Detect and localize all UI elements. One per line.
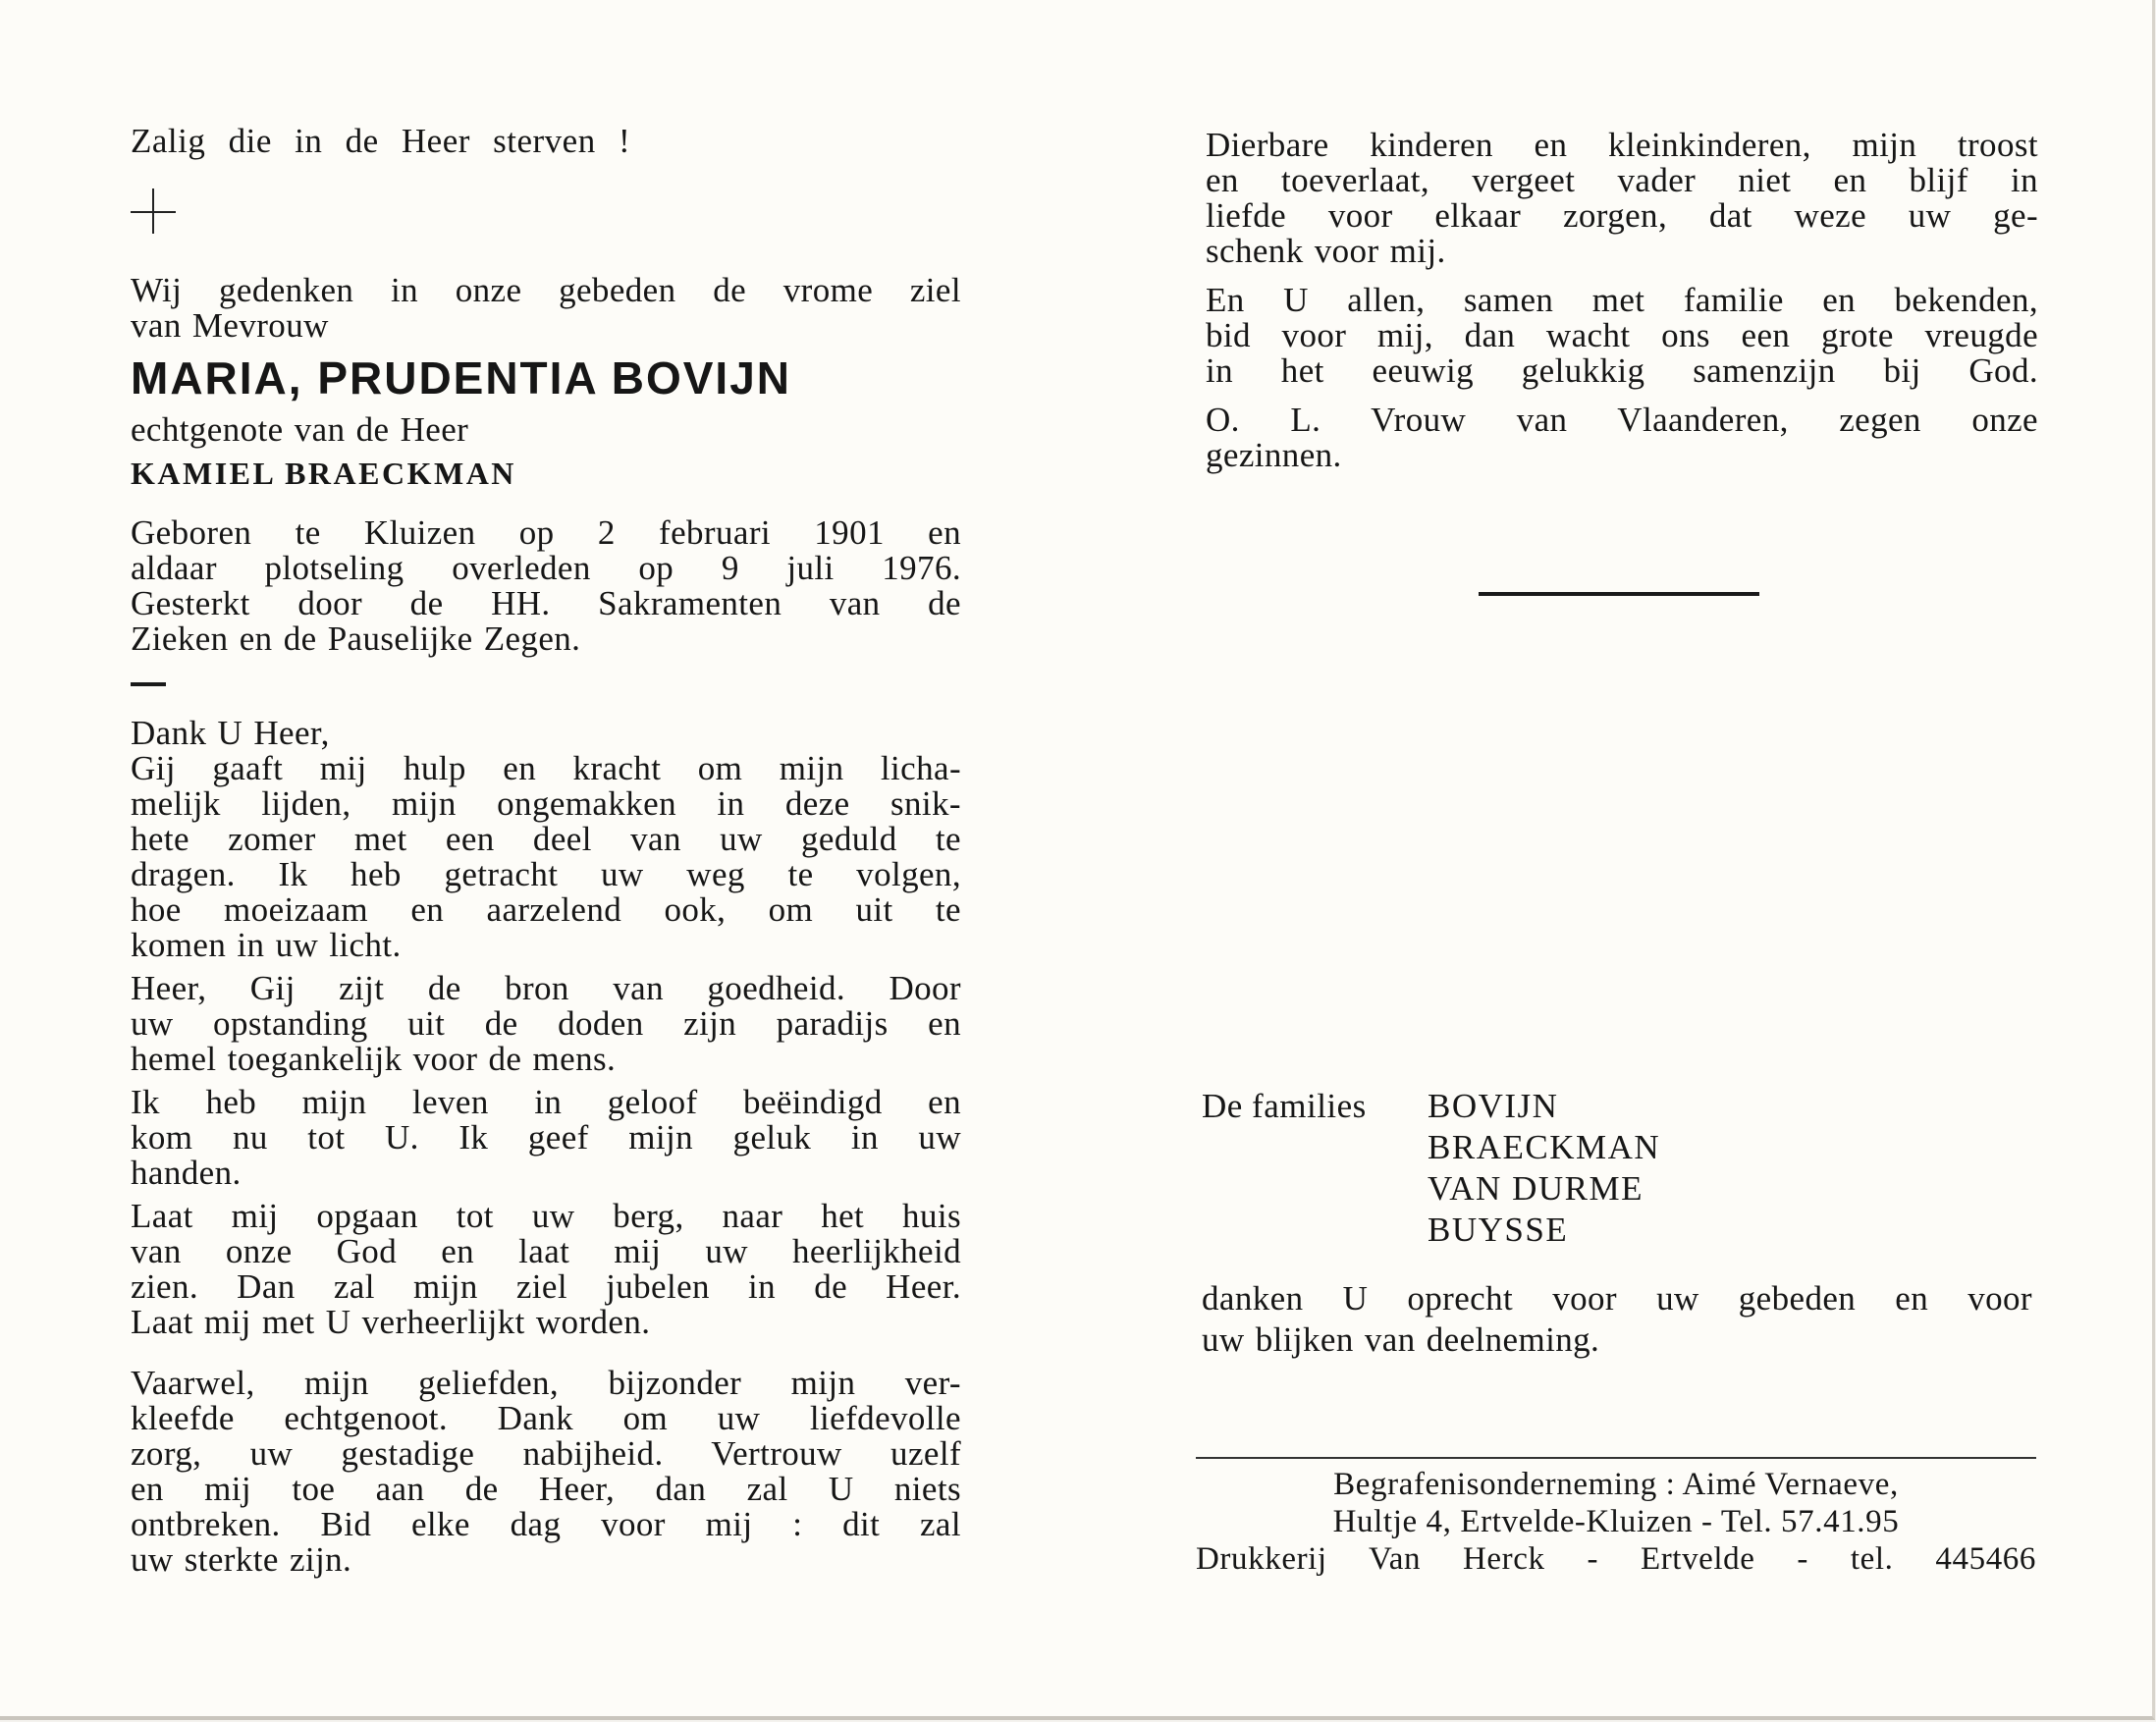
left-column bbox=[131, 122, 961, 1586]
thanks-paragraph bbox=[1202, 1278, 2032, 1361]
cross-icon bbox=[131, 188, 176, 234]
text-line: en toeverlaat, vergeet vader niet en blijf in bbox=[1206, 161, 2038, 199]
text-line: hoe moeizaam en aarzelend ook, om uit te bbox=[131, 890, 961, 929]
text-line: O. L. Vrouw van Vlaanderen, zegen onze bbox=[1206, 401, 2038, 439]
family-name: VAN DURME bbox=[1428, 1169, 1644, 1208]
undertaker-line: Begrafenisonderneming : Aimé Vernaeve, bbox=[1333, 1467, 1899, 1502]
text-line: Ik heb mijn leven in geloof beëindigd en bbox=[131, 1083, 961, 1121]
right-column bbox=[1206, 128, 2038, 481]
family-name: BUYSSE bbox=[1428, 1211, 1569, 1249]
text-line: Dierbare kinderen en kleinkinderen, mijn troost bbox=[1206, 126, 2038, 164]
prayer-paragraph bbox=[131, 716, 961, 963]
text-line: van onze God en laat mij uw heerlijkheid bbox=[131, 1232, 961, 1270]
text-line: uw opstanding uit de doden zijn paradijs en bbox=[131, 1004, 961, 1043]
text-line: bid voor mij, dan wacht ons een grote vreugde bbox=[1206, 316, 2038, 354]
text-line: schenk voor mij. bbox=[1206, 232, 1446, 270]
farewell-paragraph bbox=[131, 1366, 961, 1578]
intro-line: Wij gedenken in onze gebeden de vrome ziel bbox=[131, 271, 961, 309]
text-line: aldaar plotseling overleden op 9 juli 1976. bbox=[131, 549, 961, 587]
all-paragraph bbox=[1206, 283, 2038, 389]
footer bbox=[1196, 1466, 2036, 1578]
text-line: uw sterkte zijn. bbox=[131, 1540, 352, 1579]
text-line: Geboren te Kluizen op 2 februari 1901 en bbox=[131, 513, 961, 552]
text-line: hete zomer met een deel van uw geduld te bbox=[131, 820, 961, 858]
divider bbox=[131, 682, 166, 686]
spouse-name: KAMIEL BRAECKMAN bbox=[131, 456, 516, 491]
text-line: komen in uw licht. bbox=[131, 926, 402, 964]
family-name: BRAECKMAN bbox=[1428, 1128, 1661, 1166]
divider bbox=[1479, 592, 1759, 596]
text-line: Vaarwel, mijn geliefden, bijzonder mijn ver- bbox=[131, 1364, 961, 1402]
intro-line: van Mevrouw bbox=[131, 306, 329, 345]
text-line: danken U oprecht voor uw gebeden en voor bbox=[1202, 1279, 2032, 1318]
text-line: hemel toegankelijk voor de mens. bbox=[131, 1040, 617, 1078]
spouse-intro: echtgenote van de Heer bbox=[131, 410, 469, 449]
blessing-paragraph bbox=[1206, 403, 2038, 473]
text-line: Dank U Heer, bbox=[131, 714, 330, 752]
deceased-name: MARIA, PRUDENTIA BOVIJN bbox=[131, 352, 791, 404]
text-line: dragen. Ik heb getracht uw weg te volgen, bbox=[131, 855, 961, 893]
undertaker-address: Hultje 4, Ertvelde-Kluizen - Tel. 57.41.95 bbox=[1332, 1504, 1900, 1539]
text-line: zorg, uw gestadige nabijheid. Vertrouw uzelf bbox=[131, 1434, 961, 1473]
children-paragraph bbox=[1206, 128, 2038, 269]
text-line: En U allen, samen met familie en bekenden, bbox=[1206, 281, 2038, 319]
text-line: ontbreken. Bid elke dag voor mij : dit zal bbox=[131, 1505, 961, 1543]
text-line: Gesterkt door de HH. Sakramenten van de bbox=[131, 584, 961, 622]
families-label: De families bbox=[1202, 1087, 1367, 1125]
text-line: Heer, Gij zijt de bron van goedheid. Door bbox=[131, 969, 961, 1007]
family-name: BOVIJN bbox=[1428, 1087, 1559, 1125]
prayer-paragraph bbox=[131, 971, 961, 1077]
birth-death-text bbox=[131, 515, 961, 657]
text-line: Laat mij met U verheerlijkt worden. bbox=[131, 1303, 651, 1341]
printer-line: Drukkerij Van Herck - Ertvelde - tel. 445466 bbox=[1196, 1541, 2036, 1577]
families-list bbox=[1428, 1086, 1660, 1251]
motto: Zalig die in de Heer sterven ! bbox=[131, 122, 631, 160]
text-line: melijk lijden, mijn ongemakken in deze snik- bbox=[131, 784, 961, 823]
text-line: gezinnen. bbox=[1206, 436, 1342, 474]
text-line: en mij toe aan de Heer, dan zal U niets bbox=[131, 1470, 961, 1508]
text-line: uw blijken van deelneming. bbox=[1202, 1320, 1600, 1359]
text-line: Zieken en de Pauselijke Zegen. bbox=[131, 619, 581, 658]
text-line: handen. bbox=[131, 1154, 242, 1192]
text-line: kleefde echtgenoot. Dank om uw liefdevolle bbox=[131, 1399, 961, 1437]
text-line: in het eeuwig gelukkig samenzijn bij God. bbox=[1206, 351, 2038, 390]
text-line: kom nu tot U. Ik geef mijn geluk in uw bbox=[131, 1118, 961, 1157]
prayer-paragraph bbox=[131, 1199, 961, 1340]
prayer-paragraph bbox=[131, 1085, 961, 1191]
text-line: zien. Dan zal mijn ziel jubelen in de Heer. bbox=[131, 1267, 961, 1306]
text-line: Laat mij opgaan tot uw berg, naar het huis bbox=[131, 1197, 961, 1235]
intro-text bbox=[131, 273, 961, 344]
text-line: Gij gaaft mij hulp en kracht om mijn licha- bbox=[131, 749, 961, 787]
text-line: liefde voor elkaar zorgen, dat weze uw ge- bbox=[1206, 196, 2038, 235]
footer-divider bbox=[1196, 1457, 2036, 1459]
